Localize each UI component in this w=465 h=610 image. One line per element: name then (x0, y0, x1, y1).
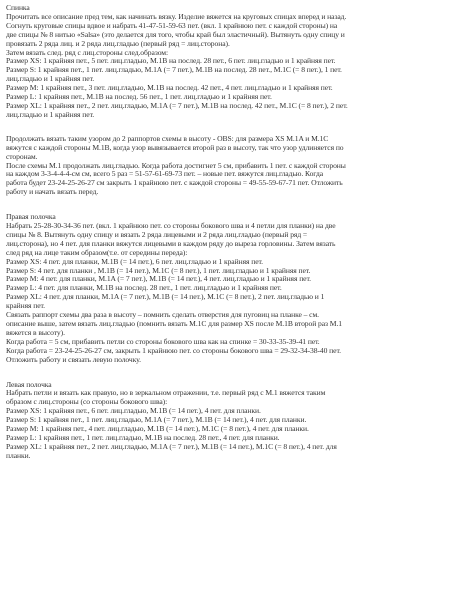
section-right-front (6, 213, 459, 364)
text-line: Размер S: 1 крайняя пет., 1 пет. лиц.гладью, M.1A (= 7 пет.), M.1B на послед. 28 пет., M.1C (= 8 пет.), 1 пет. (6, 65, 342, 75)
text-line: Размер S: 4 пет. для планки , M.1B (= 14 пет.), M.1C (= 8 пет.), 1 пет. лиц.гладью и 1 крайняя пет. (6, 265, 311, 275)
section-body (6, 389, 459, 460)
text-line: описание выше, затем вязать лиц.гладью (помнить вязать M.1C для размер XS после M.1B второй раз M.1 (6, 319, 342, 328)
text-line: Размер XS: 1 крайняя пет., 5 пет. лиц.гладью, M.1B на послед. 28 пет., 6 пет. лиц.гладью и 1 крайняя пет. (6, 56, 336, 66)
text-line: Размер M: 1 крайняя пет., 3 пет. лиц.гладью, M.1B на послед. 42 пет., 4 пет. лиц.гладью и 1 крайняя пет. (6, 83, 333, 93)
text-line: Размер L: 1 крайняя пет., M.1B на послед. 56 пет., 1 пет. лиц.гладью и 1 крайняя пет. (6, 92, 272, 102)
section-heading: Спинка (6, 3, 30, 12)
text-line: Отложить работу и связать левую полочку. (6, 354, 141, 364)
text-line: Связать раппорт схемы два раза в высоту – помнить сделать отверстия для пуговиц на планке – см. (6, 310, 320, 320)
section-continue (6, 135, 459, 197)
text-line: образом с лиц.стороны (со стороны бокового шва): (6, 397, 168, 407)
text-line: вяжутся с каждой стороны M.1B, когда узор вывязывается второй раз в высоту, так что узор удлиняется по (6, 142, 344, 152)
paragraph-gap (6, 365, 459, 381)
text-line: Набрать 25-28-30-34-36 пет. (вкл. 1 крайнюю пет. со стороны бокового шва и 4 петли для планки) на две (6, 221, 336, 231)
text-line: спицы № 8. Вытянуть одну спицу и вязать 2 ряда лицевыми и 2 ряда лиц.гладью (первый ряд = (6, 229, 308, 239)
text-line: вяжется в высоту). (6, 327, 65, 337)
text-line: на каждом 3-3-4-4-4-см см, всего 5 раз = 51-57-61-69-73 пет. – новые пет. вяжутся лиц.гладью. Когда (6, 169, 324, 179)
section-back (6, 4, 459, 120)
text-line: лиц.гладью и 1 крайняя пет. (6, 74, 95, 84)
text-line: Продолжать вязать таким узором до 2 раппортов схемы в высоту - OBS: для размера XS M.1A и M.1C (6, 133, 329, 143)
text-line: Размер L: 1 крайняя пет., 1 пет. лиц.гладью, M.1B на послед. 28 пет., 4 пет. для планки. (6, 432, 280, 442)
text-line: лиц.сторона), но 4 пет. для планки вяжутся лицевыми в каждом ряду до выреза горловины. Затем вязать (6, 238, 336, 248)
text-line: Когда работа = 5 см, прибавить петли со стороны бокового шва как на спинке = 30-33-35-39-41 пет. (6, 336, 320, 346)
section-heading: Левая полочка (6, 379, 52, 389)
section-body (6, 135, 459, 197)
text-line: Набрать петли и вязать как правую, но в зеркальном отражении, т.е. первый ряд с M.1 вяжется таким (6, 388, 326, 398)
text-line: лиц.гладью и 1 крайняя пет. (6, 109, 95, 119)
paragraph-gap (6, 120, 459, 135)
text-line: сторонам. (6, 151, 38, 161)
text-line: Размер XL: 1 крайняя пет., 2 пет. лиц.гладью, M.1A (= 7 пет.), M.1B (= 14 пет.), M.1C (= 8 пет.), 4 пет. для (6, 441, 337, 451)
text-line: провязать 2 ряда лиц. и 2 ряда лиц.гладью (первый ряд = лиц.сторона). (6, 38, 230, 48)
section-body (6, 13, 459, 120)
text-line: Размер XL: 4 пет. для планки, M.1A (= 7 пет.), M.1B (= 14 пет.), M.1C (= 8 пет.), 2 пет. лиц.гладью и 1 (6, 292, 325, 302)
text-line: работу и начать вязать перед. (6, 187, 99, 197)
text-line: планки. (6, 450, 31, 460)
text-line: Размер M: 4 пет. для планки, M.1A (= 7 пет.), M.1B (= 14 пет.), 4 пет. лиц.гладью и 1 крайняя пет. (6, 274, 311, 284)
text-line: Размер XS: 4 пет. для планки, M.1B (= 14 пет.), 6 пет. лиц.гладью и 1 крайняя пет. (6, 256, 263, 266)
section-heading: Правая полочка (6, 212, 56, 222)
text-line: Когда работа = 23-24-25-26-27 см, закрыть 1 крайнюю пет. со стороны бокового шва = 29-32-34-38-40 пет. (6, 345, 341, 355)
text-line: работа будет 23-24-25-26-27 см закрыть 1 крайнюю пет. с каждой стороны = 49-55-59-67-71 пет. Отложить (6, 178, 343, 188)
paragraph-gap (6, 197, 459, 213)
text-line: После схемы M.1 продолжать лиц.гладью. Когда работа достигнет 5 см, прибавить 1 пет. с каждой стороны (6, 160, 346, 170)
section-left-front (6, 381, 459, 461)
text-line: Прочитать все описание пред тем, как начинать вязку. Изделие вяжется на круговых спицах вперед и назад. (6, 11, 347, 21)
text-line: Размер XL: 1 крайняя пет., 2 пет. лиц.гладью, M.1A (= 7 пет.), M.1B на послед. 42 пет., M.1C (= 8 пет.), 2 пет. (6, 100, 348, 110)
text-line: две спицы № 8 нитью «Salsa» (это делается для того, чтобы край был эластичный). Вытянуть одну спицу и (6, 29, 345, 39)
text-line: Размер L: 4 пет. для планки, M.1B на послед. 28 пет., 1 пет. лиц.гладью и 1 крайняя пет. (6, 283, 282, 293)
text-line: Размер XS: 1 крайняя пет., 6 пет. лиц.гладью, M.1B (= 14 пет.), 4 пет. для планки. (6, 406, 261, 416)
text-line: след ряд на лице таким образом(т.е. от середины переда): (6, 247, 188, 257)
text-line: Затем вязать след. ряд с лиц.стороны след.образом: (6, 47, 169, 57)
text-line: Согнуть круговые спицы вдвое и набрать 41-47-51-59-63 пет. (вкл. 1 крайнюю пет. с каждой стороны) на (6, 20, 338, 30)
text-line: Размер M: 1 крайняя пет., 4 пет. лиц.гладью, M.1B (= 14 пет.), M.1C (= 8 пет.), 4 пет. для планки. (6, 424, 309, 434)
text-line: крайняя пет. (6, 301, 45, 311)
section-body (6, 222, 459, 365)
text-line: Размер S: 1 крайняя пет., 1 пет. лиц.гладью, M.1A (= 7 пет.), M.1B (= 14 пет.), 4 пет. для планки. (6, 415, 307, 425)
